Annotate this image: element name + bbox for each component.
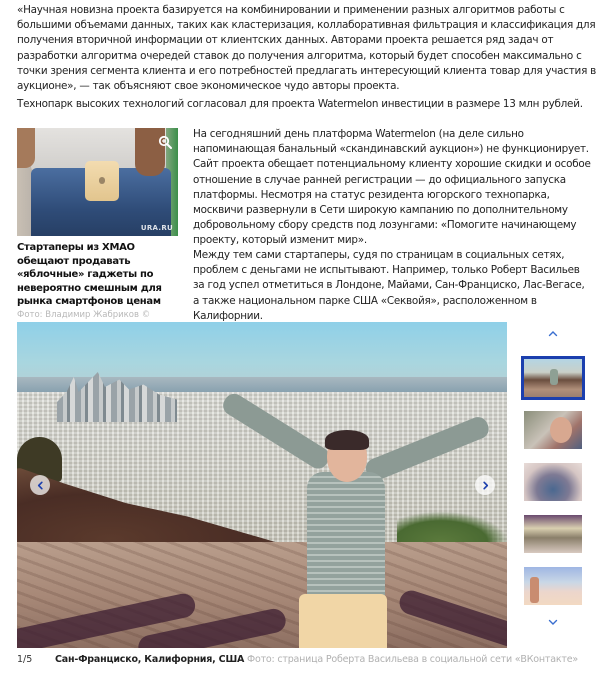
thumbnail-face — [550, 417, 572, 443]
gallery-next-button[interactable] — [475, 475, 495, 495]
gallery-thumbnails — [520, 330, 586, 631]
gallery-caption-credit: Фото: страница Роберта Васильева в социальной сети «ВКонтакте» — [246, 654, 578, 665]
thumbnail-2[interactable] — [524, 411, 582, 449]
inline-figure — [17, 128, 178, 333]
zoom-in-icon[interactable] — [158, 134, 172, 148]
thumbs-up-button[interactable] — [520, 330, 586, 342]
thumbs-down-button[interactable] — [520, 619, 586, 631]
inline-figure-credit: Фото: Владимир Жабриков © — [17, 309, 151, 320]
image-hand-left — [17, 128, 35, 168]
chevron-down-icon — [548, 619, 558, 626]
image-phone — [85, 161, 119, 201]
gallery-prev-button[interactable] — [30, 475, 50, 495]
chevron-right-icon — [481, 481, 490, 490]
article-paragraph-4: Между тем сами стартаперы, судя по страницам в социальных сетях, проблем с деньгами не испытывают. Например, только Роберт Васильев за год успел отметиться в Лондоне, Майами, Сан-Франциско, Лас-Вегасе, а также национальном парке США «Секвойя», расположенном в Калифорнии. — [193, 249, 585, 322]
article-paragraph-2: Технопарк высоких технологий согласовал для проекта Watermelon инвестиции в размере 13 млн рублей. — [17, 98, 583, 110]
thumbnail-1[interactable] — [521, 356, 585, 400]
watermark: URA.RU — [140, 224, 173, 232]
thumbnail-5[interactable] — [524, 567, 582, 605]
chevron-left-icon — [36, 481, 45, 490]
inline-figure-caption: Стартаперы из ХМАО обещают продавать «яблочные» гаджеты по невероятно смешным для рынка смартфонов ценам — [17, 242, 162, 307]
thumbnail-person — [550, 369, 558, 385]
gallery-caption — [55, 654, 578, 665]
photo-person-body — [307, 472, 385, 602]
thumbnail-4[interactable] — [524, 515, 582, 553]
chevron-up-icon — [548, 330, 558, 337]
gallery-counter: 1/5 — [17, 654, 33, 665]
thumbnail-person — [530, 577, 539, 603]
gallery-main-image[interactable] — [17, 322, 507, 648]
thumbnail-3[interactable] — [524, 463, 582, 501]
photo-person-hair — [325, 430, 369, 450]
inline-figure-image[interactable] — [17, 128, 178, 236]
article-paragraph-3: На сегодняшний день платформа Watermelon (на деле сильно напоминающая банальный «скандинавский аукцион») не функционирует. Сайт проекта обещает потенциальному клиенту хорошие скидки и особое отношение в случае ранней регистрации — до официального запуска платформы. Несмотря на статус резидента югорского технопарка, москвичи развернули в Сети широкую кампанию по дополнительному добровольному сбору средств под лозунгами: «Помогите начинающему проекту, который изменит мир». — [193, 128, 591, 247]
thumbnail-list — [520, 356, 586, 605]
gallery-caption-title: Сан-Франциско, Калифорния, США — [55, 654, 245, 665]
photo-person-legs — [299, 594, 387, 648]
article-paragraph-1: «Научная новизна проекта базируется на комбинировании и применении разных алгоритмов работы с большими объемами данных, таких как кластеризация, коллаборативная фильтрация и классификация для получения вторичной информации от клиентских данных. Авторами проекта решается ряд задач от разработки алгоритма очередей ставок до получения алгоритма, который будет способен максимально с точки зрения сегмента клиента и его потребностей предлагать интересующий клиента товар для участия в аукционе», — так объясняют свое экономическое чудо авторы проекта. — [17, 4, 596, 93]
